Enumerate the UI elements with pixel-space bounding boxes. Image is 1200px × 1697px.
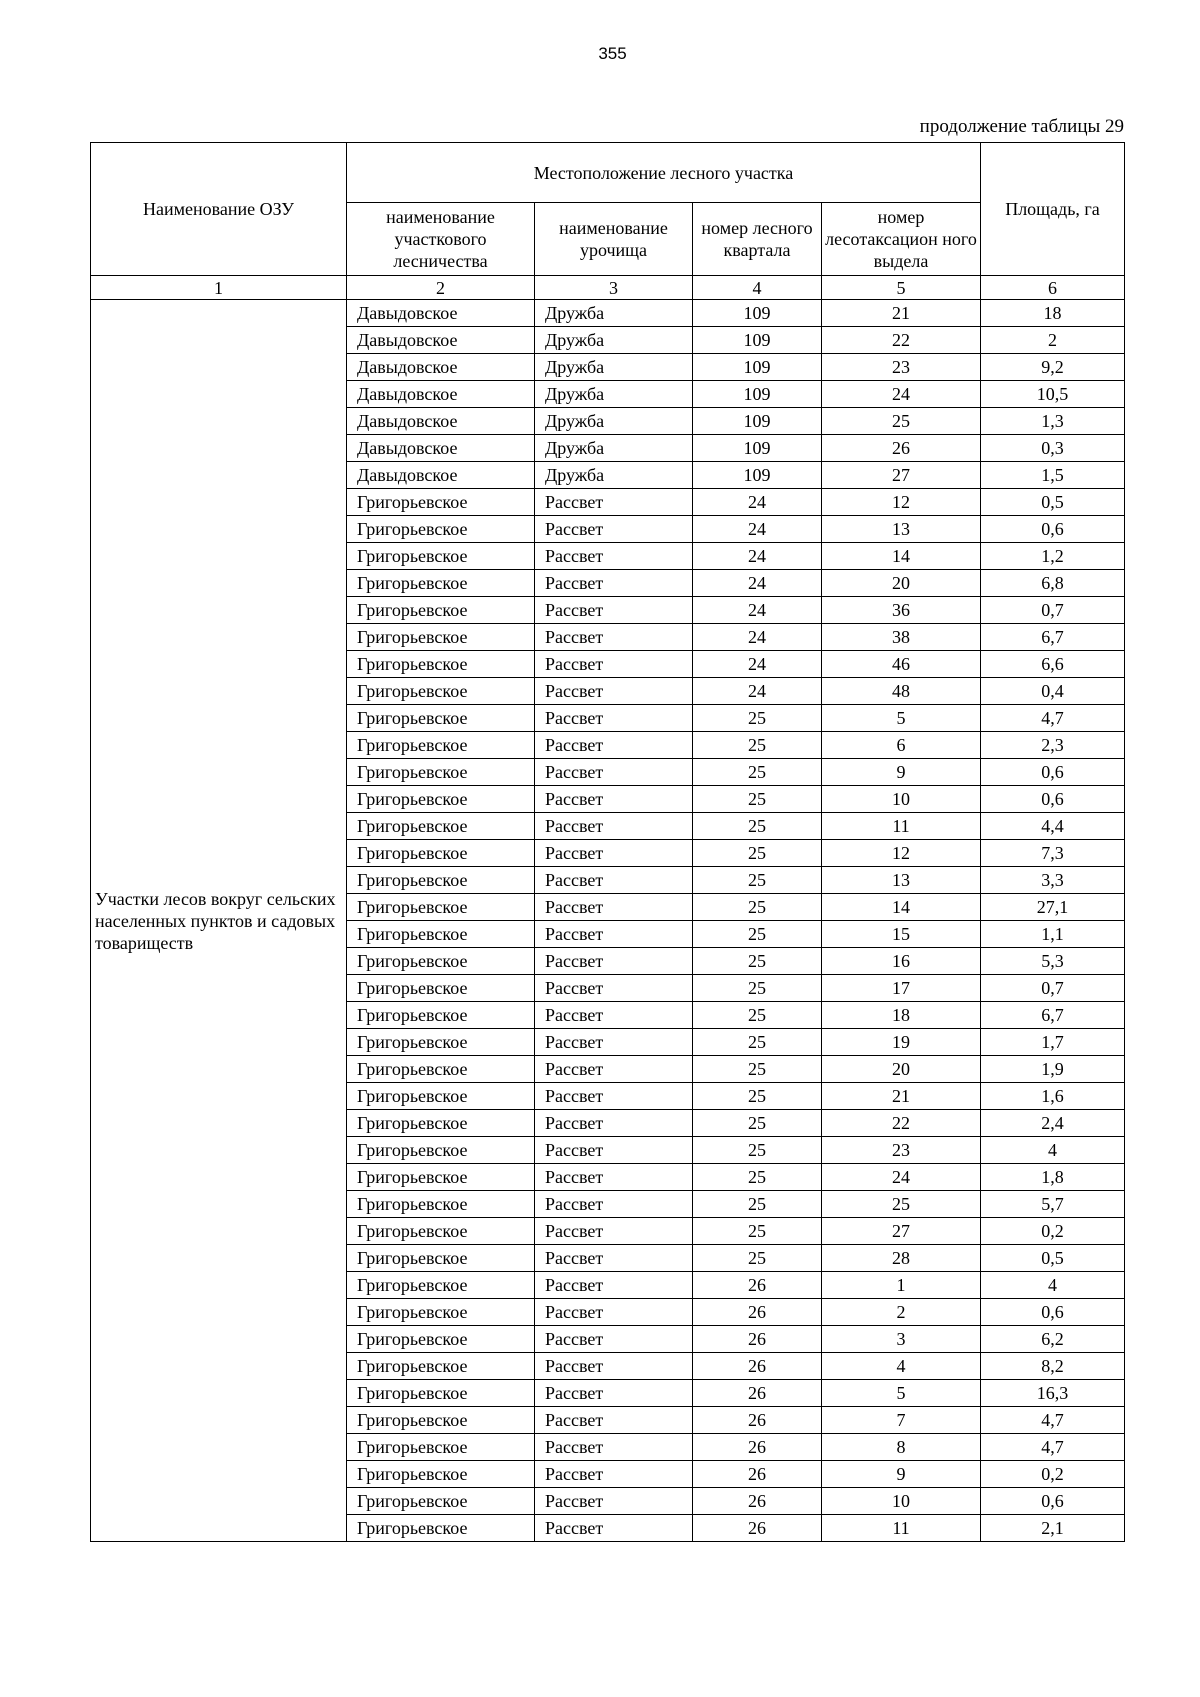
cell-tract-name: Рассвет (535, 1434, 693, 1461)
cell-forestry-district: Григорьевское (347, 516, 535, 543)
cell-quarter-number: 24 (693, 489, 822, 516)
cell-forestry-district: Григорьевское (347, 1137, 535, 1164)
cell-area: 4 (981, 1137, 1125, 1164)
cell-quarter-number: 109 (693, 408, 822, 435)
header-tract-name: наименование урочища (535, 203, 693, 276)
cell-allotment-number: 13 (822, 867, 981, 894)
cell-area: 0,4 (981, 678, 1125, 705)
cell-forestry-district: Григорьевское (347, 624, 535, 651)
column-number: 3 (535, 276, 693, 300)
cell-tract-name: Рассвет (535, 867, 693, 894)
column-number: 2 (347, 276, 535, 300)
cell-area: 0,5 (981, 489, 1125, 516)
cell-quarter-number: 26 (693, 1272, 822, 1299)
cell-quarter-number: 25 (693, 1137, 822, 1164)
cell-quarter-number: 25 (693, 921, 822, 948)
cell-quarter-number: 26 (693, 1488, 822, 1515)
cell-tract-name: Рассвет (535, 570, 693, 597)
cell-allotment-number: 36 (822, 597, 981, 624)
cell-quarter-number: 109 (693, 327, 822, 354)
cell-tract-name: Рассвет (535, 1002, 693, 1029)
cell-allotment-number: 25 (822, 408, 981, 435)
column-number: 1 (91, 276, 347, 300)
cell-allotment-number: 27 (822, 1218, 981, 1245)
cell-tract-name: Рассвет (535, 1083, 693, 1110)
cell-forestry-district: Григорьевское (347, 1461, 535, 1488)
cell-tract-name: Рассвет (535, 1353, 693, 1380)
cell-quarter-number: 25 (693, 1056, 822, 1083)
cell-allotment-number: 11 (822, 813, 981, 840)
cell-tract-name: Рассвет (535, 1110, 693, 1137)
cell-quarter-number: 26 (693, 1515, 822, 1542)
cell-forestry-district: Григорьевское (347, 813, 535, 840)
cell-area: 3,3 (981, 867, 1125, 894)
cell-tract-name: Дружба (535, 327, 693, 354)
cell-area: 0,6 (981, 1299, 1125, 1326)
cell-forestry-district: Григорьевское (347, 1218, 535, 1245)
cell-tract-name: Дружба (535, 462, 693, 489)
header-ozu-name: Наименование ОЗУ (91, 143, 347, 276)
cell-forestry-district: Григорьевское (347, 489, 535, 516)
cell-area: 6,2 (981, 1326, 1125, 1353)
cell-tract-name: Рассвет (535, 786, 693, 813)
cell-forestry-district: Григорьевское (347, 1353, 535, 1380)
cell-area: 7,3 (981, 840, 1125, 867)
cell-allotment-number: 1 (822, 1272, 981, 1299)
cell-area: 1,6 (981, 1083, 1125, 1110)
cell-tract-name: Рассвет (535, 1245, 693, 1272)
cell-allotment-number: 12 (822, 840, 981, 867)
cell-quarter-number: 25 (693, 948, 822, 975)
cell-allotment-number: 13 (822, 516, 981, 543)
cell-area: 1,1 (981, 921, 1125, 948)
cell-forestry-district: Григорьевское (347, 570, 535, 597)
cell-allotment-number: 9 (822, 1461, 981, 1488)
cell-quarter-number: 26 (693, 1353, 822, 1380)
cell-tract-name: Дружба (535, 300, 693, 327)
cell-area: 0,7 (981, 975, 1125, 1002)
cell-allotment-number: 10 (822, 786, 981, 813)
cell-quarter-number: 25 (693, 786, 822, 813)
cell-quarter-number: 26 (693, 1326, 822, 1353)
cell-allotment-number: 5 (822, 705, 981, 732)
cell-tract-name: Рассвет (535, 813, 693, 840)
cell-forestry-district: Григорьевское (347, 678, 535, 705)
cell-forestry-district: Давыдовское (347, 381, 535, 408)
cell-quarter-number: 25 (693, 1245, 822, 1272)
cell-quarter-number: 109 (693, 435, 822, 462)
cell-allotment-number: 23 (822, 1137, 981, 1164)
cell-area: 0,2 (981, 1218, 1125, 1245)
cell-tract-name: Рассвет (535, 1164, 693, 1191)
cell-area: 1,5 (981, 462, 1125, 489)
cell-quarter-number: 26 (693, 1380, 822, 1407)
header-location-group: Местоположение лесного участка (347, 143, 981, 203)
cell-forestry-district: Григорьевское (347, 1434, 535, 1461)
cell-allotment-number: 27 (822, 462, 981, 489)
cell-area: 2 (981, 327, 1125, 354)
cell-tract-name: Рассвет (535, 1191, 693, 1218)
header-forestry-district: наименование участкового лесничества (347, 203, 535, 276)
cell-forestry-district: Григорьевское (347, 1326, 535, 1353)
cell-forestry-district: Григорьевское (347, 1299, 535, 1326)
cell-quarter-number: 25 (693, 1083, 822, 1110)
cell-allotment-number: 48 (822, 678, 981, 705)
cell-area: 0,6 (981, 786, 1125, 813)
cell-area: 1,7 (981, 1029, 1125, 1056)
cell-tract-name: Рассвет (535, 516, 693, 543)
cell-tract-name: Дружба (535, 408, 693, 435)
cell-area: 6,6 (981, 651, 1125, 678)
page-number: 355 (598, 44, 627, 63)
cell-quarter-number: 24 (693, 597, 822, 624)
cell-allotment-number: 25 (822, 1191, 981, 1218)
cell-area: 1,3 (981, 408, 1125, 435)
cell-area: 0,6 (981, 516, 1125, 543)
cell-tract-name: Дружба (535, 354, 693, 381)
cell-forestry-district: Григорьевское (347, 1380, 535, 1407)
cell-forestry-district: Григорьевское (347, 651, 535, 678)
cell-allotment-number: 26 (822, 435, 981, 462)
cell-quarter-number: 25 (693, 867, 822, 894)
cell-quarter-number: 24 (693, 570, 822, 597)
cell-allotment-number: 14 (822, 543, 981, 570)
header-quarter-number: номер лесного квартала (693, 203, 822, 276)
cell-tract-name: Рассвет (535, 543, 693, 570)
cell-allotment-number: 14 (822, 894, 981, 921)
cell-quarter-number: 24 (693, 624, 822, 651)
cell-allotment-number: 24 (822, 381, 981, 408)
cell-area: 4,7 (981, 705, 1125, 732)
cell-forestry-district: Давыдовское (347, 300, 535, 327)
cell-quarter-number: 109 (693, 300, 822, 327)
cell-tract-name: Рассвет (535, 1056, 693, 1083)
cell-allotment-number: 10 (822, 1488, 981, 1515)
cell-allotment-number: 15 (822, 921, 981, 948)
cell-area: 2,1 (981, 1515, 1125, 1542)
cell-forestry-district: Григорьевское (347, 543, 535, 570)
cell-quarter-number: 26 (693, 1299, 822, 1326)
cell-forestry-district: Давыдовское (347, 462, 535, 489)
cell-allotment-number: 21 (822, 1083, 981, 1110)
cell-forestry-district: Григорьевское (347, 948, 535, 975)
cell-quarter-number: 25 (693, 1002, 822, 1029)
cell-tract-name: Рассвет (535, 1326, 693, 1353)
cell-allotment-number: 24 (822, 1164, 981, 1191)
cell-allotment-number: 2 (822, 1299, 981, 1326)
forest-plots-table (90, 142, 1125, 1542)
cell-forestry-district: Григорьевское (347, 867, 535, 894)
cell-quarter-number: 25 (693, 1218, 822, 1245)
cell-forestry-district: Давыдовское (347, 327, 535, 354)
cell-forestry-district: Григорьевское (347, 759, 535, 786)
cell-quarter-number: 25 (693, 705, 822, 732)
cell-allotment-number: 20 (822, 1056, 981, 1083)
cell-area: 6,7 (981, 1002, 1125, 1029)
cell-forestry-district: Григорьевское (347, 1488, 535, 1515)
cell-area: 1,2 (981, 543, 1125, 570)
cell-area: 8,2 (981, 1353, 1125, 1380)
cell-allotment-number: 18 (822, 1002, 981, 1029)
header-row-1 (91, 143, 1125, 203)
cell-ozu-name: Участки лесов вокруг сельских населенных пунктов и садовых товариществ (91, 300, 347, 1542)
cell-tract-name: Рассвет (535, 1218, 693, 1245)
cell-area: 5,3 (981, 948, 1125, 975)
column-number-row (91, 276, 1125, 300)
cell-tract-name: Рассвет (535, 651, 693, 678)
cell-allotment-number: 12 (822, 489, 981, 516)
cell-tract-name: Рассвет (535, 705, 693, 732)
cell-area: 0,6 (981, 759, 1125, 786)
cell-quarter-number: 25 (693, 1029, 822, 1056)
cell-tract-name: Рассвет (535, 1515, 693, 1542)
cell-allotment-number: 11 (822, 1515, 981, 1542)
cell-area: 5,7 (981, 1191, 1125, 1218)
cell-tract-name: Рассвет (535, 1137, 693, 1164)
cell-forestry-district: Давыдовское (347, 354, 535, 381)
cell-forestry-district: Григорьевское (347, 786, 535, 813)
cell-tract-name: Рассвет (535, 975, 693, 1002)
cell-forestry-district: Григорьевское (347, 1515, 535, 1542)
cell-quarter-number: 24 (693, 516, 822, 543)
cell-allotment-number: 19 (822, 1029, 981, 1056)
cell-area: 0,3 (981, 435, 1125, 462)
cell-tract-name: Рассвет (535, 1461, 693, 1488)
cell-allotment-number: 38 (822, 624, 981, 651)
cell-tract-name: Рассвет (535, 921, 693, 948)
cell-forestry-district: Григорьевское (347, 705, 535, 732)
cell-forestry-district: Григорьевское (347, 732, 535, 759)
cell-tract-name: Рассвет (535, 759, 693, 786)
cell-area: 27,1 (981, 894, 1125, 921)
cell-tract-name: Дружба (535, 435, 693, 462)
cell-allotment-number: 7 (822, 1407, 981, 1434)
cell-area: 18 (981, 300, 1125, 327)
cell-quarter-number: 25 (693, 840, 822, 867)
cell-allotment-number: 23 (822, 354, 981, 381)
cell-quarter-number: 26 (693, 1461, 822, 1488)
cell-forestry-district: Григорьевское (347, 1191, 535, 1218)
cell-tract-name: Рассвет (535, 597, 693, 624)
cell-allotment-number: 17 (822, 975, 981, 1002)
cell-allotment-number: 22 (822, 1110, 981, 1137)
cell-allotment-number: 4 (822, 1353, 981, 1380)
cell-area: 16,3 (981, 1380, 1125, 1407)
header-allotment-number: номер лесотаксацион ного выдела (822, 203, 981, 276)
cell-area: 4,4 (981, 813, 1125, 840)
cell-area: 10,5 (981, 381, 1125, 408)
cell-tract-name: Рассвет (535, 948, 693, 975)
cell-allotment-number: 8 (822, 1434, 981, 1461)
cell-tract-name: Рассвет (535, 894, 693, 921)
column-number: 4 (693, 276, 822, 300)
cell-forestry-district: Григорьевское (347, 1272, 535, 1299)
cell-quarter-number: 24 (693, 678, 822, 705)
cell-forestry-district: Григорьевское (347, 1407, 535, 1434)
cell-area: 4,7 (981, 1407, 1125, 1434)
cell-quarter-number: 25 (693, 1164, 822, 1191)
cell-area: 1,9 (981, 1056, 1125, 1083)
cell-quarter-number: 24 (693, 543, 822, 570)
cell-forestry-district: Григорьевское (347, 894, 535, 921)
cell-allotment-number: 20 (822, 570, 981, 597)
header-area: Площадь, га (981, 143, 1125, 276)
cell-forestry-district: Григорьевское (347, 921, 535, 948)
cell-allotment-number: 46 (822, 651, 981, 678)
cell-area: 4,7 (981, 1434, 1125, 1461)
cell-area: 4 (981, 1272, 1125, 1299)
cell-tract-name: Рассвет (535, 1380, 693, 1407)
cell-allotment-number: 16 (822, 948, 981, 975)
cell-forestry-district: Григорьевское (347, 840, 535, 867)
cell-quarter-number: 25 (693, 732, 822, 759)
cell-forestry-district: Григорьевское (347, 1029, 535, 1056)
cell-quarter-number: 24 (693, 651, 822, 678)
cell-tract-name: Рассвет (535, 1299, 693, 1326)
cell-quarter-number: 109 (693, 354, 822, 381)
cell-allotment-number: 21 (822, 300, 981, 327)
cell-forestry-district: Григорьевское (347, 1056, 535, 1083)
cell-tract-name: Рассвет (535, 1488, 693, 1515)
cell-area: 0,2 (981, 1461, 1125, 1488)
cell-allotment-number: 28 (822, 1245, 981, 1272)
cell-quarter-number: 25 (693, 975, 822, 1002)
cell-quarter-number: 109 (693, 381, 822, 408)
cell-area: 0,5 (981, 1245, 1125, 1272)
cell-area: 2,3 (981, 732, 1125, 759)
cell-tract-name: Рассвет (535, 840, 693, 867)
cell-quarter-number: 25 (693, 1191, 822, 1218)
cell-forestry-district: Григорьевское (347, 1245, 535, 1272)
cell-tract-name: Рассвет (535, 1272, 693, 1299)
cell-tract-name: Рассвет (535, 1407, 693, 1434)
cell-quarter-number: 26 (693, 1434, 822, 1461)
cell-area: 0,7 (981, 597, 1125, 624)
cell-forestry-district: Григорьевское (347, 1164, 535, 1191)
table-row (91, 300, 1125, 327)
cell-forestry-district: Григорьевское (347, 597, 535, 624)
cell-allotment-number: 6 (822, 732, 981, 759)
cell-forestry-district: Григорьевское (347, 1083, 535, 1110)
cell-quarter-number: 25 (693, 1110, 822, 1137)
cell-quarter-number: 25 (693, 813, 822, 840)
cell-forestry-district: Григорьевское (347, 1110, 535, 1137)
column-number: 6 (981, 276, 1125, 300)
cell-tract-name: Рассвет (535, 489, 693, 516)
cell-area: 6,7 (981, 624, 1125, 651)
cell-area: 2,4 (981, 1110, 1125, 1137)
cell-forestry-district: Григорьевское (347, 1002, 535, 1029)
cell-forestry-district: Давыдовское (347, 408, 535, 435)
cell-area: 0,6 (981, 1488, 1125, 1515)
cell-allotment-number: 3 (822, 1326, 981, 1353)
column-number: 5 (822, 276, 981, 300)
cell-area: 9,2 (981, 354, 1125, 381)
cell-area: 6,8 (981, 570, 1125, 597)
cell-quarter-number: 109 (693, 462, 822, 489)
cell-quarter-number: 26 (693, 1407, 822, 1434)
cell-quarter-number: 25 (693, 759, 822, 786)
table-caption: продолжение таблицы 29 (919, 116, 1124, 137)
table-body (91, 143, 1125, 1542)
cell-tract-name: Рассвет (535, 678, 693, 705)
cell-tract-name: Дружба (535, 381, 693, 408)
cell-tract-name: Рассвет (535, 624, 693, 651)
cell-tract-name: Рассвет (535, 1029, 693, 1056)
cell-forestry-district: Григорьевское (347, 975, 535, 1002)
cell-allotment-number: 22 (822, 327, 981, 354)
cell-forestry-district: Давыдовское (347, 435, 535, 462)
cell-allotment-number: 9 (822, 759, 981, 786)
cell-tract-name: Рассвет (535, 732, 693, 759)
cell-area: 1,8 (981, 1164, 1125, 1191)
cell-allotment-number: 5 (822, 1380, 981, 1407)
cell-quarter-number: 25 (693, 894, 822, 921)
